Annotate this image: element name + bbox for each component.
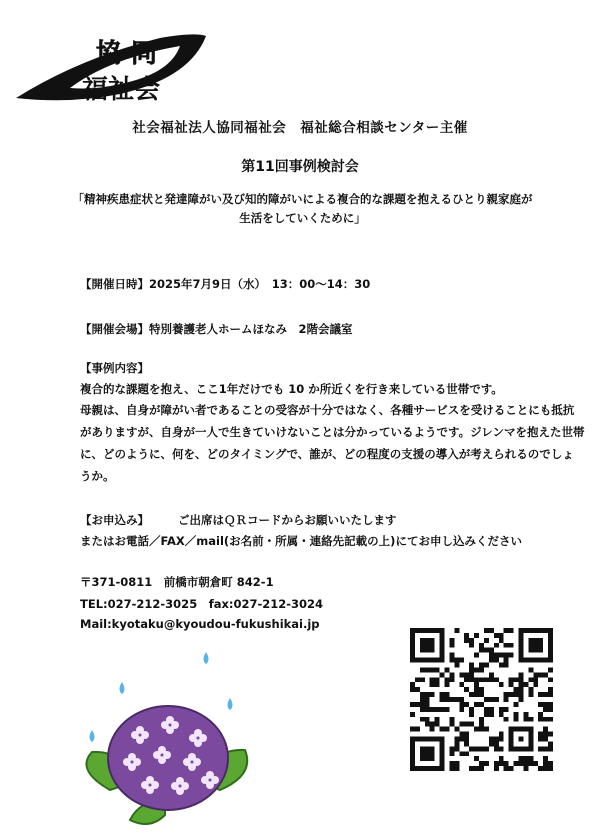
logo-line2: 福祉会 xyxy=(82,75,161,105)
case-description: 母親は、自身が障がい者であることの受容が十分ではなく、各種サービスを受けることにも抵抗がありますが、自身が一人で生きていけないことは分かっているようです。ジレンマを抱えた世帯に、どのように、何を、どのタイミングで、誰が、どの程度の支援の導入が考えられるのでしょうか。 xyxy=(80,403,585,483)
apply-qr-text: ご出席はＱＲコードからお願いいたします xyxy=(178,513,397,527)
apply-alt-text: またはお電話／FAX／mail(お名前・所属・連絡先記載の上)にてお申し込みください xyxy=(80,534,522,548)
case-label: 【事例内容】 xyxy=(80,361,149,375)
event-title: 第11回事例検討会 xyxy=(241,159,359,175)
logo-line1: 協 同 xyxy=(96,39,158,69)
contact-tel-fax: TEL:027-212-3025 fax:027-212-3024 xyxy=(80,597,324,611)
case-line1: 複合的な課題を抱え、ここ1年だけでも 10 か所近くを行き来している世帯です。 xyxy=(80,382,503,396)
event-date: 【開催日時】2025年7月9日（水） 13：00～14：30 xyxy=(80,277,371,291)
contact-address: 〒371-0811 前橋市朝倉町 842-1 xyxy=(80,575,274,589)
organizer-line: 社会福祉法人協同福祉会 福祉総合相談センター主催 xyxy=(132,120,468,136)
subtitle-line1: 「精神疾患症状と発達障がい及び知的障がいによる複合的な課題を抱えるひとり親家庭が xyxy=(72,192,533,206)
organization-logo xyxy=(10,18,210,110)
hydrangea-illustration xyxy=(70,640,260,830)
contact-mail[interactable]: Mail:kyotaku@kyoudou-fukushikai.jp xyxy=(80,617,320,631)
apply-label: 【お申込み】 xyxy=(80,513,149,527)
event-subtitle xyxy=(60,190,545,228)
event-venue: 【開催会場】特別養護老人ホームほなみ 2階会議室 xyxy=(80,322,353,336)
qr-code[interactable] xyxy=(410,628,553,771)
subtitle-line2: 生活をしていくために」 xyxy=(239,211,366,225)
